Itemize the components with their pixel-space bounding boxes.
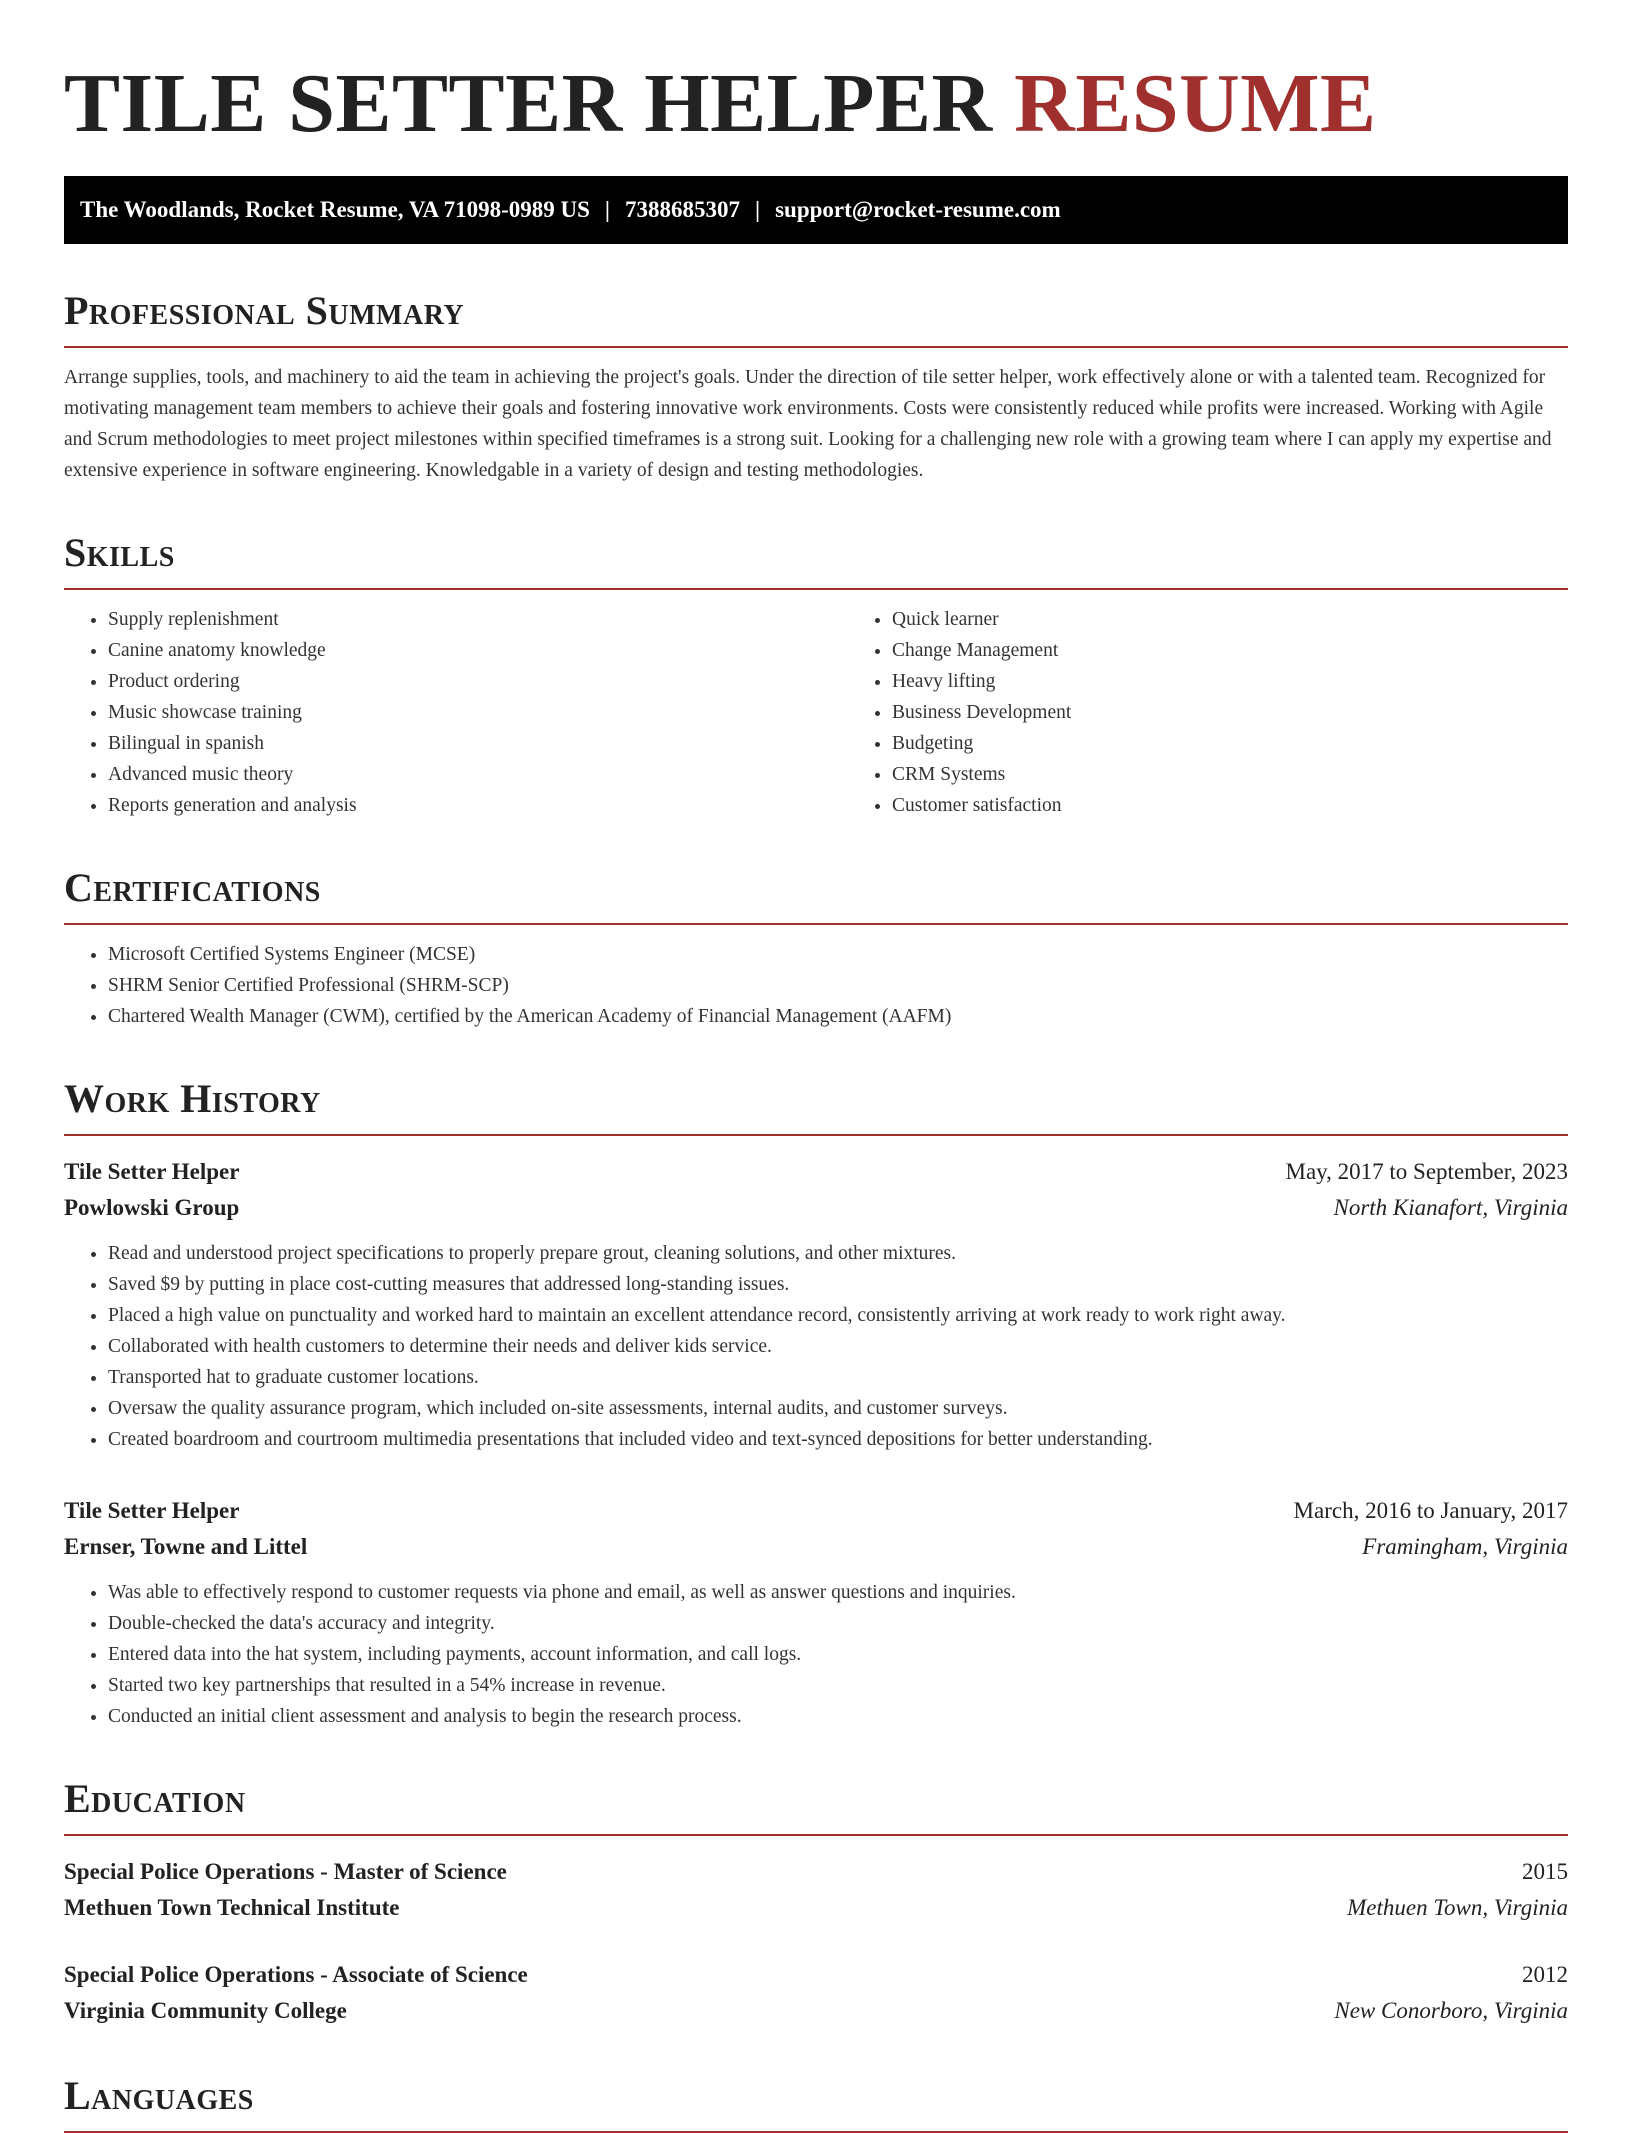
- education-location: Methuen Town, Virginia: [1347, 1895, 1568, 1920]
- contact-email: support@rocket-resume.com: [775, 197, 1061, 222]
- job-company-row: [64, 1190, 1568, 1226]
- education-degree: Special Police Operations - Master of Science: [64, 1859, 507, 1884]
- job-entry: [64, 1493, 1568, 1732]
- job-duties-list: [64, 1577, 1568, 1732]
- job-title-row: [64, 1493, 1568, 1529]
- contact-bar: [64, 176, 1568, 244]
- summary-heading: Professional Summary: [64, 288, 1568, 348]
- skill-item: • Bilingual in spanish: [108, 728, 848, 759]
- job-location: North Kianafort, Virginia: [1333, 1195, 1568, 1220]
- skills-list-left: [64, 604, 848, 821]
- skills-list-right: [848, 604, 1632, 821]
- contact-separator: |: [604, 197, 610, 222]
- skill-item: • Advanced music theory: [108, 759, 848, 790]
- job-duty: • Created boardroom and courtroom multimedia presentations that included video and text-synced depositions for better understanding.: [108, 1424, 1568, 1455]
- skill-item: • Product ordering: [108, 666, 848, 697]
- job-title: Tile Setter Helper: [64, 1159, 240, 1184]
- job-duty: • Started two key partnerships that resulted in a 54% increase in revenue.: [108, 1670, 1568, 1701]
- skill-item: • Music showcase training: [108, 697, 848, 728]
- education-entry: [64, 1854, 1568, 1926]
- job-duty: • Conducted an initial client assessment and analysis to begin the research process.: [108, 1701, 1568, 1732]
- education-school-row: [64, 1890, 1568, 1926]
- skill-item: • Heavy lifting: [892, 666, 1632, 697]
- summary-section: [64, 288, 1568, 486]
- education-degree: Special Police Operations - Associate of Science: [64, 1962, 528, 1987]
- job-duty: • Oversaw the quality assurance program, which included on-site assessments, internal audits, and customer surveys.: [108, 1393, 1568, 1424]
- certification-item: • Microsoft Certified Systems Engineer (MCSE): [108, 939, 1568, 970]
- skill-item: • Budgeting: [892, 728, 1632, 759]
- resume-title-accent: RESUME: [1014, 57, 1377, 150]
- job-title-row: [64, 1154, 1568, 1190]
- job-location: Framingham, Virginia: [1362, 1534, 1568, 1559]
- skills-section: [64, 530, 1568, 821]
- education-school: Virginia Community College: [64, 1998, 347, 2023]
- certification-item: • SHRM Senior Certified Professional (SHRM-SCP): [108, 970, 1568, 1001]
- job-company: Ernser, Towne and Littel: [64, 1534, 308, 1559]
- work-history-section: [64, 1076, 1568, 1732]
- contact-address: The Woodlands, Rocket Resume, VA 71098-0989 US: [80, 197, 590, 222]
- contact-phone: 7388685307: [625, 197, 740, 222]
- job-duty: • Collaborated with health customers to determine their needs and deliver kids service.: [108, 1331, 1568, 1362]
- job-duty: • Saved $9 by putting in place cost-cutting measures that addressed long-standing issues.: [108, 1269, 1568, 1300]
- skills-grid: [64, 590, 1568, 821]
- resume-title-main: TILE SETTER HELPER: [64, 57, 993, 150]
- resume-title: [64, 0, 1568, 152]
- skill-item: • CRM Systems: [892, 759, 1632, 790]
- education-school-row: [64, 1993, 1568, 2029]
- skill-item: • Business Development: [892, 697, 1632, 728]
- skills-heading: Skills: [64, 530, 1568, 590]
- education-year: 2012: [1522, 1962, 1568, 1987]
- contact-separator: |: [755, 197, 761, 222]
- job-dates: March, 2016 to January, 2017: [1293, 1498, 1568, 1523]
- certification-item: • Chartered Wealth Manager (CWM), certified by the American Academy of Financial Management (AAFM): [108, 1001, 1568, 1032]
- job-duty: • Entered data into the hat system, including payments, account information, and call logs.: [108, 1639, 1568, 1670]
- job-dates: May, 2017 to September, 2023: [1285, 1159, 1568, 1184]
- education-entry: [64, 1957, 1568, 2029]
- skill-item: • Change Management: [892, 635, 1632, 666]
- job-duty: • Transported hat to graduate customer locations.: [108, 1362, 1568, 1393]
- job-duty: • Placed a high value on punctuality and worked hard to maintain an excellent attendance record, consistently arriving at work ready to work right away.: [108, 1300, 1568, 1331]
- certifications-heading: Certifications: [64, 865, 1568, 925]
- job-duties-list: [64, 1238, 1568, 1455]
- education-section: [64, 1776, 1568, 2029]
- job-entry: [64, 1154, 1568, 1455]
- resume-page: [64, 0, 1568, 2133]
- job-title: Tile Setter Helper: [64, 1498, 240, 1523]
- education-degree-row: [64, 1854, 1568, 1890]
- education-degree-row: [64, 1957, 1568, 1993]
- languages-section: [64, 2073, 1568, 2133]
- education-location: New Conorboro, Virginia: [1334, 1998, 1568, 2023]
- job-duty: • Double-checked the data's accuracy and integrity.: [108, 1608, 1568, 1639]
- job-duty: • Was able to effectively respond to customer requests via phone and email, as well as answer questions and inquiries.: [108, 1577, 1568, 1608]
- languages-heading: Languages: [64, 2073, 1568, 2133]
- skill-item: • Supply replenishment: [108, 604, 848, 635]
- certifications-section: [64, 865, 1568, 1032]
- work-history-heading: Work History: [64, 1076, 1568, 1136]
- skill-item: • Quick learner: [892, 604, 1632, 635]
- skill-item: • Reports generation and analysis: [108, 790, 848, 821]
- job-duty: • Read and understood project specifications to properly prepare grout, cleaning solutions, and other mixtures.: [108, 1238, 1568, 1269]
- skill-item: • Canine anatomy knowledge: [108, 635, 848, 666]
- skill-item: • Customer satisfaction: [892, 790, 1632, 821]
- education-year: 2015: [1522, 1859, 1568, 1884]
- summary-text: Arrange supplies, tools, and machinery to aid the team in achieving the project's goals. Under the direction of tile setter helper, work effectively alone or with a talented team. Recognized for motivating management team members to achieve their goals and fostering innovative work environments. Costs were consistently reduced while profits were increased. Working with Agile and Scrum methodologies to meet project milestones within specified timeframes is a strong suit. Looking for a challenging new role with a growing team where I can apply my expertise and extensive experience in software engineering. Knowledgable in a variety of design and testing methodologies.: [64, 367, 1552, 481]
- education-heading: Education: [64, 1776, 1568, 1836]
- job-company-row: [64, 1529, 1568, 1565]
- certifications-list: [64, 939, 1568, 1032]
- education-school: Methuen Town Technical Institute: [64, 1895, 400, 1920]
- job-company: Powlowski Group: [64, 1195, 240, 1220]
